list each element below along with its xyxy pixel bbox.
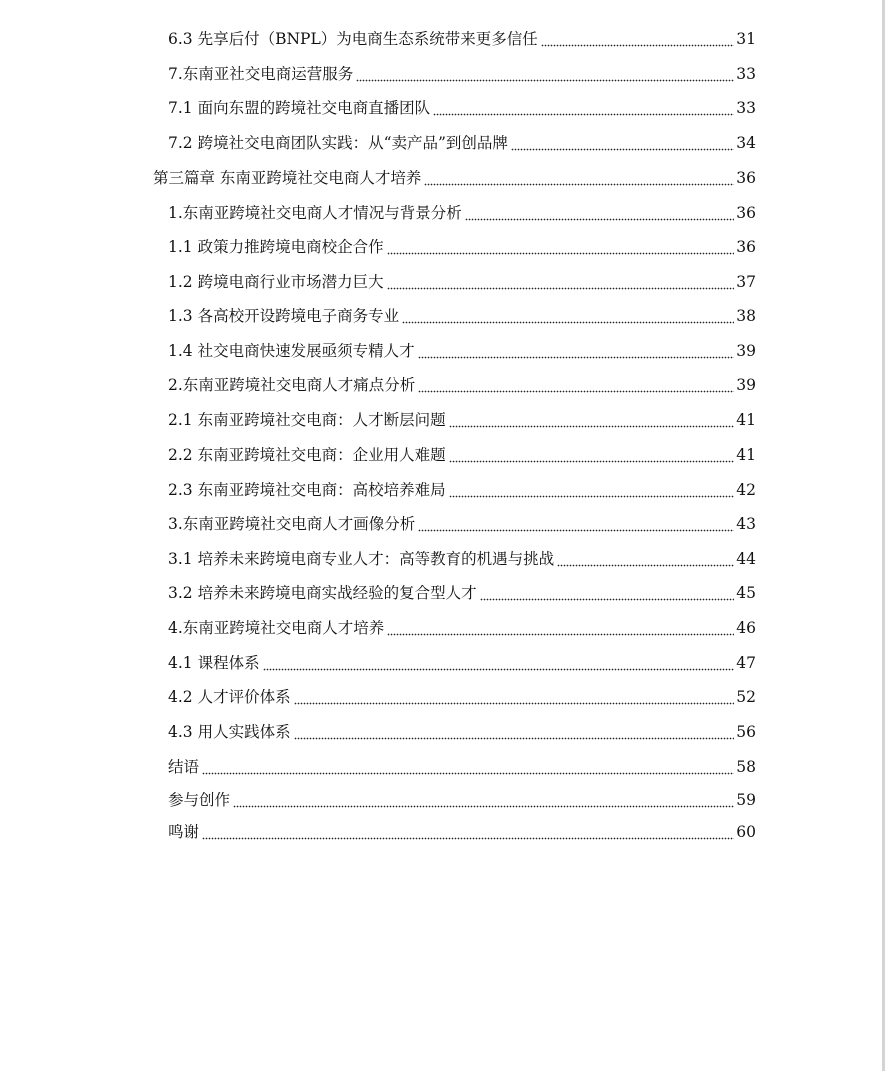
toc-dot-leader [449,445,735,465]
toc-page-number: 46 [736,619,756,637]
toc-dot-leader [449,410,735,430]
toc-entry[interactable] [168,751,756,777]
toc-page-number: 39 [736,376,756,394]
toc-page-number: 34 [736,134,756,152]
toc-entry-title: 7.1 面向东盟的跨境社交电商直播团队 [168,99,431,117]
toc-entry-title: 2.1 东南亚跨境社交电商：人才断层问题 [168,411,446,429]
toc-entry-title: 3.1 培养未来跨境电商专业人才：高等教育的机遇与挑战 [168,550,555,568]
toc-entry[interactable] [153,162,756,188]
toc-page-number: 41 [736,411,756,429]
toc-page-number: 42 [736,481,756,499]
toc-dot-leader [402,306,734,326]
toc-page-number: 41 [736,446,756,464]
toc-entry[interactable] [168,577,756,603]
toc-entry[interactable] [168,474,756,500]
toc-entry-title: 1.1 政策力推跨境电商校企合作 [168,238,384,256]
toc-dot-leader [356,64,734,84]
toc-dot-leader [387,618,734,638]
toc-page-number: 60 [736,823,756,841]
toc-page-number: 47 [736,654,756,672]
toc-entry[interactable] [168,508,756,534]
toc-entry-title: 3.东南亚跨境社交电商人才画像分析 [168,515,416,533]
toc-entry-title: 1.2 跨境电商行业市场潜力巨大 [168,273,384,291]
toc-dot-leader [433,98,734,118]
toc-entry-title: 4.3 用人实践体系 [168,723,291,741]
toc-dot-leader [263,653,735,673]
toc-entry-title: 2.3 东南亚跨境社交电商：高校培养难局 [168,481,446,499]
toc-entry[interactable] [168,266,756,292]
toc-entry-title: 1.3 各高校开设跨境电子商务专业 [168,307,400,325]
toc-entry-title: 结语 [168,758,200,776]
toc-entry[interactable] [168,716,756,742]
toc-dot-leader [465,203,734,223]
toc-entry[interactable] [168,335,756,361]
toc-entry[interactable] [168,647,756,673]
toc-page-number: 45 [736,584,756,602]
toc-dot-leader [511,133,734,153]
toc-page-number: 33 [736,99,756,117]
toc-page-number: 39 [736,342,756,360]
toc-entry[interactable] [168,404,756,430]
toc-entry[interactable] [168,612,756,638]
toc-entry[interactable] [168,784,756,810]
toc-dot-leader [202,757,734,777]
toc-entry-title: 6.3 先享后付（BNPL）为电商生态系统带来更多信任 [168,30,538,48]
toc-entry[interactable] [168,369,756,395]
toc-entry[interactable] [168,92,756,118]
toc-entry[interactable] [168,543,756,569]
toc-dot-leader [418,375,734,395]
toc-entry-title: 2.2 东南亚跨境社交电商：企业用人难题 [168,446,446,464]
toc-page-number: 36 [736,238,756,256]
toc-dot-leader [387,272,735,292]
toc-entry[interactable] [168,439,756,465]
toc-dot-leader [294,687,735,707]
toc-dot-leader [233,790,734,810]
toc-dot-leader [202,822,734,842]
toc-entry[interactable] [168,300,756,326]
toc-entry-title: 1.4 社交电商快速发展亟须专精人才 [168,342,415,360]
toc-dot-leader [449,480,735,500]
toc-page-number: 43 [736,515,756,533]
toc-dot-leader [557,549,734,569]
toc-entry-title: 2.东南亚跨境社交电商人才痛点分析 [168,376,416,394]
toc-dot-leader [480,583,735,603]
toc-page-number: 52 [736,688,756,706]
toc-page-number: 44 [736,550,756,568]
toc-entry-title: 7.2 跨境社交电商团队实践：从“卖产品”到创品牌 [168,134,508,152]
toc-entry-title: 7.东南亚社交电商运营服务 [168,65,354,83]
toc-entry-title: 鸣谢 [168,823,200,841]
toc-entry[interactable] [168,816,756,842]
toc-dot-leader [418,514,734,534]
toc-dot-leader [294,722,735,742]
toc-entry[interactable] [168,23,756,49]
toc-dot-leader [418,341,735,361]
toc-entry-title: 第三篇章 东南亚跨境社交电商人才培养 [153,169,422,187]
toc-page-number: 36 [736,169,756,187]
toc-entry[interactable] [168,58,756,84]
toc-page-number: 36 [736,204,756,222]
toc-page-number: 59 [736,791,756,809]
toc-entry-title: 4.2 人才评价体系 [168,688,291,706]
toc-page-number: 56 [736,723,756,741]
toc-entry-title: 4.东南亚跨境社交电商人才培养 [168,619,385,637]
toc-page-number: 58 [736,758,756,776]
toc-page-number: 37 [736,273,756,291]
toc-page-number: 38 [736,307,756,325]
toc-dot-leader [387,237,735,257]
toc-page-number: 31 [736,30,756,48]
toc-entry-title: 3.2 培养未来跨境电商实战经验的复合型人才 [168,584,477,602]
toc-page-number: 33 [736,65,756,83]
toc-entry[interactable] [168,197,756,223]
toc-entry[interactable] [168,127,756,153]
toc-entry[interactable] [168,231,756,257]
toc-entry-title: 4.1 课程体系 [168,654,260,672]
toc-dot-leader [424,168,734,188]
toc-dot-leader [541,29,735,49]
toc-entry-title: 1.东南亚跨境社交电商人才情况与背景分析 [168,204,462,222]
toc-entry[interactable] [168,681,756,707]
toc-entry-title: 参与创作 [168,791,231,809]
